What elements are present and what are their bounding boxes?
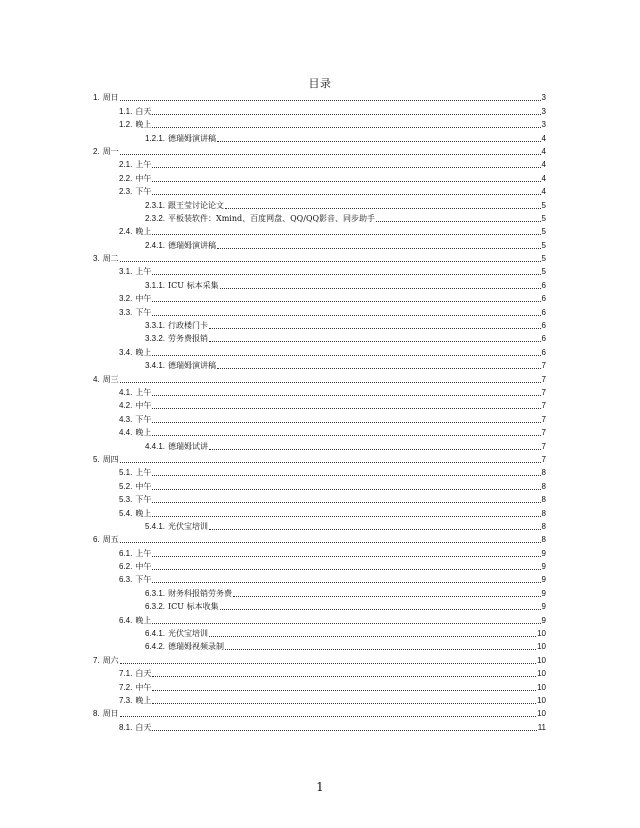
toc-entry-page: 7 [541,414,546,424]
toc-entry-number: 2. [93,146,100,156]
toc-entry-text: 下午 [135,187,152,197]
toc-entry[interactable] [93,344,546,357]
toc-entry-text: 中午 [135,562,152,572]
toc-entry-number: 3.2. [119,294,133,304]
toc-entry-text: 上午 [135,267,152,277]
toc-entry-text: 白天 [135,669,152,679]
toc-entry-number: 6.2. [119,562,133,572]
dot-leader [152,167,540,168]
dot-leader [120,542,541,543]
dot-leader [120,382,541,383]
toc-entry-text: 财务科报销劳务费 [168,588,233,598]
dot-leader [217,248,541,249]
dot-leader [152,475,540,476]
toc-entry-text: 德瑞姆演讲稿 [168,133,217,143]
toc-entry[interactable] [93,318,546,331]
dot-leader [209,328,541,329]
toc-entry-page: 9 [541,575,546,585]
toc-entry[interactable] [93,237,546,250]
toc-entry[interactable] [93,398,546,411]
toc-entry-page: 8 [541,468,546,478]
toc-entry-page: 10 [537,655,546,665]
toc-entry-number: 6.3. [119,575,133,585]
toc-entry-text: 周二 [102,254,119,264]
toc-entry-page: 5 [541,227,546,237]
toc-entry-page: 8 [541,481,546,491]
toc-entry-text: 中午 [135,294,152,304]
toc-entry-text: 周日 [102,709,119,719]
toc-entry-number: 3.1. [119,267,133,277]
page-number: 1 [316,780,324,794]
dot-leader [120,100,541,101]
toc-entry-text: ICU 标本收集 [168,602,219,612]
toc-entry-number: 5.4.1. [145,521,166,531]
toc-entry-number: 4.1. [119,387,133,397]
toc-entry-page: 7 [541,387,546,397]
dot-leader [152,556,540,557]
toc-entry[interactable] [93,304,546,317]
toc-entry[interactable] [93,251,546,264]
dot-leader [209,636,536,637]
toc-entry-page: 8 [541,535,546,545]
toc-entry[interactable] [93,358,546,371]
toc-entry-page: 3 [541,93,546,103]
toc-entry-text: 德瑞姆演讲稿 [168,361,217,371]
toc-entry-text: 光伏宝培训 [168,521,209,531]
toc-entry-number: 1.1. [119,106,133,116]
dot-leader [152,422,540,423]
dot-leader [120,716,536,717]
toc-entry-text: 晚上 [135,428,152,438]
toc-entry[interactable] [93,652,546,665]
toc-entry-number: 1.2. [119,120,133,130]
dot-leader [209,449,541,450]
dot-leader [120,663,536,664]
toc-entry-page: 6 [541,307,546,317]
toc-entry-number: 1. [93,93,100,103]
table-of-contents [93,90,546,733]
toc-entry-number: 6.1. [119,548,133,558]
toc-entry-text: 晚上 [135,120,152,130]
toc-entry-number: 3. [93,254,100,264]
toc-entry-number: 3.3. [119,307,133,317]
toc-entry-page: 8 [541,495,546,505]
toc-entry-text: 周日 [102,93,119,103]
dot-leader [217,368,541,369]
toc-entry-text: 上午 [135,548,152,558]
toc-entry-number: 6.4.1. [145,629,166,639]
toc-entry[interactable] [93,157,546,170]
toc-entry-page: 10 [537,629,546,639]
toc-entry-page: 9 [541,602,546,612]
dot-leader [209,529,541,530]
toc-entry[interactable] [93,572,546,585]
toc-entry[interactable] [93,532,546,545]
toc-entry-page: 10 [537,695,546,705]
dot-leader [376,221,540,222]
toc-entry[interactable] [93,277,546,290]
toc-entry-number: 4. [93,374,100,384]
toc-entry-text: 中午 [135,401,152,411]
toc-entry-text: 中午 [135,682,152,692]
toc-entry-number: 4.2. [119,401,133,411]
toc-entry-text: 周一 [102,146,119,156]
toc-entry-page: 8 [541,508,546,518]
dot-leader [152,181,540,182]
dot-leader [120,462,541,463]
toc-entry-number: 6.4.2. [145,642,166,652]
dot-leader [225,649,536,650]
toc-entry[interactable] [93,545,546,558]
toc-entry[interactable] [93,666,546,679]
toc-entry-page: 3 [541,106,546,116]
toc-entry[interactable] [93,117,546,130]
toc-entry-text: 周五 [102,535,119,545]
toc-entry[interactable] [93,411,546,424]
toc-entry-page: 3 [541,120,546,130]
dot-leader [152,730,536,731]
toc-entry-page: 7 [541,374,546,384]
toc-entry-page: 4 [541,146,546,156]
toc-entry[interactable] [93,197,546,210]
toc-entry-page: 7 [541,401,546,411]
toc-entry[interactable] [93,693,546,706]
toc-entry-page: 10 [537,642,546,652]
toc-entry-text: ICU 标本采集 [168,280,219,290]
dot-leader [217,141,541,142]
dot-leader [152,315,540,316]
dot-leader [152,676,536,677]
toc-entry-page: 6 [541,294,546,304]
toc-entry-page: 7 [541,441,546,451]
toc-entry[interactable] [93,492,546,505]
toc-entry[interactable] [93,626,546,639]
toc-entry-page: 7 [541,454,546,464]
toc-entry[interactable] [93,331,546,344]
toc-entry-text: 德瑞姆演讲稿 [168,240,217,250]
toc-entry-number: 3.4. [119,347,133,357]
toc-entry-number: 2.4.1. [145,240,166,250]
toc-entry-text: 下午 [135,495,152,505]
dot-leader [152,194,540,195]
toc-entry-text: 晚上 [135,347,152,357]
dot-leader [152,623,540,624]
toc-entry[interactable] [93,639,546,652]
toc-entry-page: 5 [541,254,546,264]
toc-entry-number: 6.4. [119,615,133,625]
toc-entry-number: 7.3. [119,695,133,705]
toc-entry-text: 下午 [135,414,152,424]
toc-entry[interactable] [93,130,546,143]
dot-leader [152,489,540,490]
toc-entry-text: 平板装软件：Xmind、百度网盘、QQ/QQ影音、同步助手 [168,213,376,223]
toc-entry-number: 2.2. [119,173,133,183]
toc-entry-number: 8. [93,709,100,719]
toc-entry-page: 6 [541,280,546,290]
dot-leader [152,435,540,436]
toc-entry[interactable] [93,719,546,732]
toc-entry-text: 白天 [135,106,152,116]
toc-entry[interactable] [93,224,546,237]
toc-entry-number: 2.4. [119,227,133,237]
toc-entry-number: 4.3. [119,414,133,424]
toc-entry[interactable] [93,612,546,625]
toc-entry-number: 3.3.2. [145,334,166,344]
toc-entry-page: 9 [541,548,546,558]
toc-entry-number: 7.1. [119,669,133,679]
toc-entry-number: 6.3.2. [145,602,166,612]
toc-entry-number: 7. [93,655,100,665]
toc-entry[interactable] [93,291,546,304]
toc-entry-page: 5 [541,213,546,223]
toc-entry[interactable] [93,452,546,465]
toc-entry[interactable] [93,585,546,598]
toc-entry[interactable] [93,519,546,532]
toc-entry-number: 4.4. [119,428,133,438]
toc-entry-text: 跟王莹讨论论文 [168,200,225,210]
dot-leader [152,301,540,302]
toc-entry[interactable] [93,211,546,224]
dot-leader [233,596,541,597]
toc-entry-number: 5.1. [119,468,133,478]
toc-entry-page: 6 [541,347,546,357]
toc-entry-page: 10 [537,682,546,692]
toc-entry-page: 7 [541,361,546,371]
toc-entry-number: 3.3.1. [145,321,166,331]
toc-entry-number: 3.4.1. [145,361,166,371]
toc-entry-number: 4.4.1. [145,441,166,451]
toc-entry-text: 上午 [135,468,152,478]
toc-entry-number: 5. [93,454,100,464]
dot-leader [152,569,540,570]
toc-entry-page: 4 [541,173,546,183]
toc-entry-text: 上午 [135,387,152,397]
dot-leader [225,208,541,209]
toc-entry-page: 4 [541,160,546,170]
toc-entry[interactable] [93,264,546,277]
toc-entry-page: 6 [541,334,546,344]
toc-entry-number: 2.3.2. [145,213,166,223]
toc-entry-number: 2.1. [119,160,133,170]
dot-leader [209,341,541,342]
toc-entry-text: 下午 [135,575,152,585]
toc-title: 目录 [308,77,332,90]
toc-entry-text: 德瑞姆视频录制 [168,642,225,652]
toc-entry[interactable] [93,425,546,438]
toc-entry-number: 2.3.1. [145,200,166,210]
toc-entry-text: 晚上 [135,508,152,518]
dot-leader [120,261,541,262]
toc-entry-number: 6. [93,535,100,545]
toc-entry-number: 6.3.1. [145,588,166,598]
toc-entry-number: 1.2.1. [145,133,166,143]
toc-entry[interactable] [93,706,546,719]
toc-entry-text: 晚上 [135,227,152,237]
toc-entry-text: 中午 [135,481,152,491]
toc-entry-text: 光伏宝培训 [168,629,209,639]
dot-leader [152,408,540,409]
toc-entry-page: 5 [541,240,546,250]
toc-entry-page: 10 [537,669,546,679]
toc-entry-page: 5 [541,200,546,210]
toc-entry-page: 9 [541,588,546,598]
toc-entry-text: 行政楼门卡 [168,321,209,331]
toc-entry[interactable] [93,385,546,398]
toc-entry-text: 白天 [135,722,152,732]
toc-entry[interactable] [93,559,546,572]
dot-leader [152,127,540,128]
toc-entry-page: 11 [537,722,546,732]
toc-entry[interactable] [93,505,546,518]
dot-leader [152,395,540,396]
toc-entry-page: 5 [541,267,546,277]
dot-leader [220,609,541,610]
toc-entry-text: 周六 [102,655,119,665]
toc-entry-text: 德瑞姆试讲 [168,441,209,451]
toc-entry-number: 3.1.1. [145,280,166,290]
toc-entry[interactable] [93,144,546,157]
toc-entry-page: 9 [541,562,546,572]
toc-entry-page: 4 [541,187,546,197]
toc-entry-page: 6 [541,321,546,331]
toc-entry[interactable] [93,679,546,692]
toc-entry-page: 8 [541,521,546,531]
toc-entry[interactable] [93,184,546,197]
toc-entry-text: 晚上 [135,615,152,625]
toc-entry-page: 7 [541,428,546,438]
toc-entry-text: 晚上 [135,695,152,705]
toc-entry-text: 下午 [135,307,152,317]
dot-leader [120,154,541,155]
toc-entry-number: 5.4. [119,508,133,518]
toc-entry[interactable] [93,599,546,612]
toc-entry-number: 2.3. [119,187,133,197]
dot-leader [152,502,540,503]
dot-leader [152,703,536,704]
toc-entry-number: 5.3. [119,495,133,505]
toc-entry-number: 5.2. [119,481,133,491]
toc-entry[interactable] [93,438,546,451]
toc-entry[interactable] [93,478,546,491]
toc-entry[interactable] [93,371,546,384]
dot-leader [152,234,540,235]
dot-leader [152,114,540,115]
toc-entry-text: 劳务费报销 [168,334,209,344]
toc-entry-text: 周四 [102,454,119,464]
toc-entry-text: 周三 [102,374,119,384]
toc-entry-number: 8.1. [119,722,133,732]
toc-entry-text: 中午 [135,173,152,183]
toc-entry-text: 上午 [135,160,152,170]
dot-leader [152,516,540,517]
toc-entry-number: 7.2. [119,682,133,692]
toc-entry-page: 9 [541,615,546,625]
dot-leader [220,288,541,289]
dot-leader [152,274,540,275]
toc-entry[interactable] [93,170,546,183]
toc-entry[interactable] [93,90,546,103]
dot-leader [152,355,540,356]
toc-entry-page: 10 [537,709,546,719]
toc-entry[interactable] [93,465,546,478]
toc-entry-page: 4 [541,133,546,143]
dot-leader [152,582,540,583]
dot-leader [152,690,536,691]
toc-entry[interactable] [93,103,546,116]
